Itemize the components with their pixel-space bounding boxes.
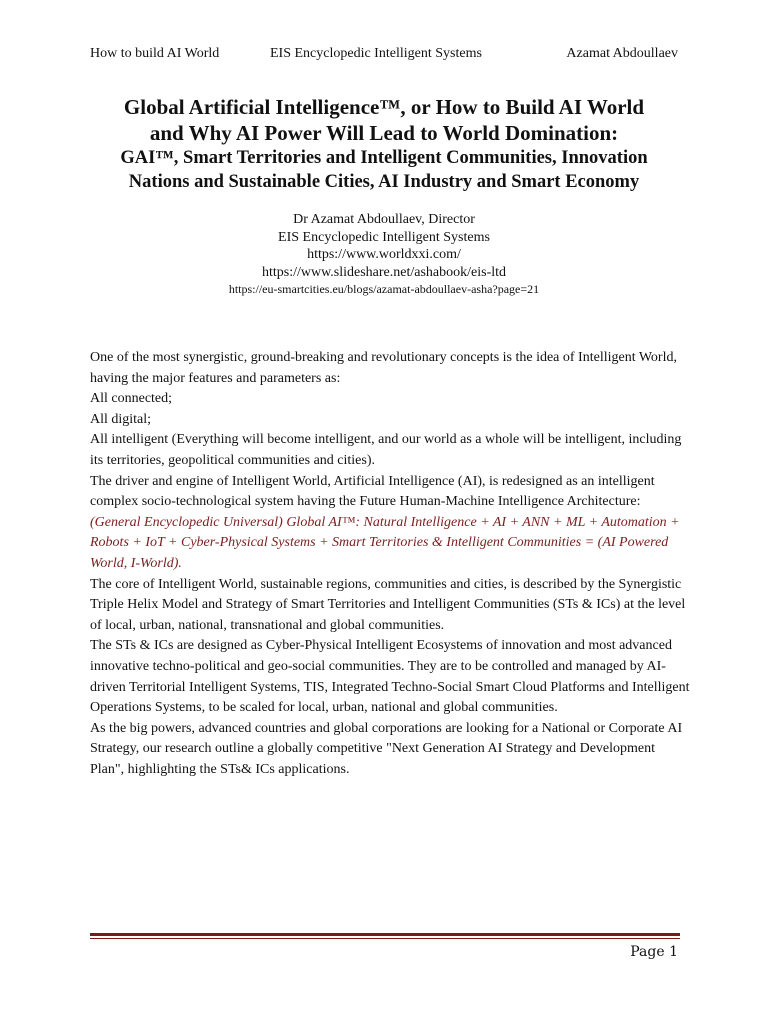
author-block — [60, 211, 708, 297]
body-text — [90, 348, 690, 780]
header-center-text: EIS Encyclopedic Intelligent Systems — [270, 46, 482, 61]
paragraph-all-connected: All connected; — [90, 391, 173, 407]
footer-rule-thick — [90, 933, 680, 936]
author-url-2[interactable]: https://www.slideshare.net/ashabook/eis-ltd — [261, 264, 507, 280]
page-number: Page 1 — [630, 944, 678, 960]
header-left-text: How to build AI World — [90, 46, 220, 61]
subtitle-line-2: Nations and Sustainable Cities, AI Industry and Smart Economy — [128, 172, 640, 192]
author-url-3[interactable]: https://eu-smartcities.eu/blogs/azamat-abdoullaev-asha?page=21 — [228, 282, 540, 296]
paragraph-core: The core of Intelligent World, sustainable regions, communities and cities, is described by the Synergistic Triple Helix Model and Strategy of Smart Territories and Intelligent Communities (STs & ICs) at the level of local, urban, national, transnational and global communities. — [90, 576, 686, 633]
title-line-2: and Why AI Power Will Lead to World Domination: — [149, 121, 619, 145]
author-name: Dr Azamat Abdoullaev, Director — [293, 212, 475, 227]
header-right-text: Azamat Abdoullaev — [566, 46, 678, 61]
paragraph-all-digital: All digital; — [90, 411, 152, 427]
author-organization: EIS Encyclopedic Intelligent Systems — [278, 229, 490, 245]
running-header — [90, 46, 678, 66]
footer-rule-thin — [90, 938, 680, 939]
subtitle-line-1: GAI™, Smart Territories and Intelligent Communities, Innovation — [120, 148, 648, 168]
document-title — [60, 94, 708, 194]
paragraph-driver-engine: The driver and engine of Intelligent World, Artificial Intelligence (AI), is redesigned as an intelligent complex socio-technological system having the Future Human-Machine Intelligence Architecture: — [90, 473, 655, 510]
author-url-1[interactable]: https://www.worldxxi.com/ — [307, 247, 461, 262]
paragraph-big-powers: As the big powers, advanced countries and global corporations are looking for a National or Corporate AI Strategy, our research outline a globally competitive "Next Generation AI Strategy and Development Plan", highlighting the STs& ICs applications. — [90, 720, 683, 777]
paragraph-formula: (General Encyclopedic Universal) Global AI™: Natural Intelligence + AI + ANN + ML + Automation + Robots + IoT + Cyber-Physical Systems + Smart Territories & Intelligent Communities = (AI Powered World, I-World). — [90, 514, 680, 571]
title-line-1: Global Artificial Intelligence™, or How to Build AI World — [123, 95, 645, 119]
paragraph-intro: One of the most synergistic, ground-breaking and revolutionary concepts is the idea of Intelligent World, having the major features and parameters as: — [90, 350, 677, 386]
paragraph-all-intelligent: All intelligent (Everything will become intelligent, and our world as a whole will be intelligent, including its territories, geopolitical communities and cities). — [90, 432, 682, 468]
paragraph-sts-ics: The STs & ICs are designed as Cyber-Physical Intelligent Ecosystems of innovation and most advanced innovative techno-political and geo-social communities. They are to be controlled and managed by AI-driven Territorial Intelligent Systems, TIS, Integrated Techno-Social Smart Cloud Platforms and Intelligent Operations Systems, to be scaled for local, urban, national and global communities. — [90, 638, 690, 716]
